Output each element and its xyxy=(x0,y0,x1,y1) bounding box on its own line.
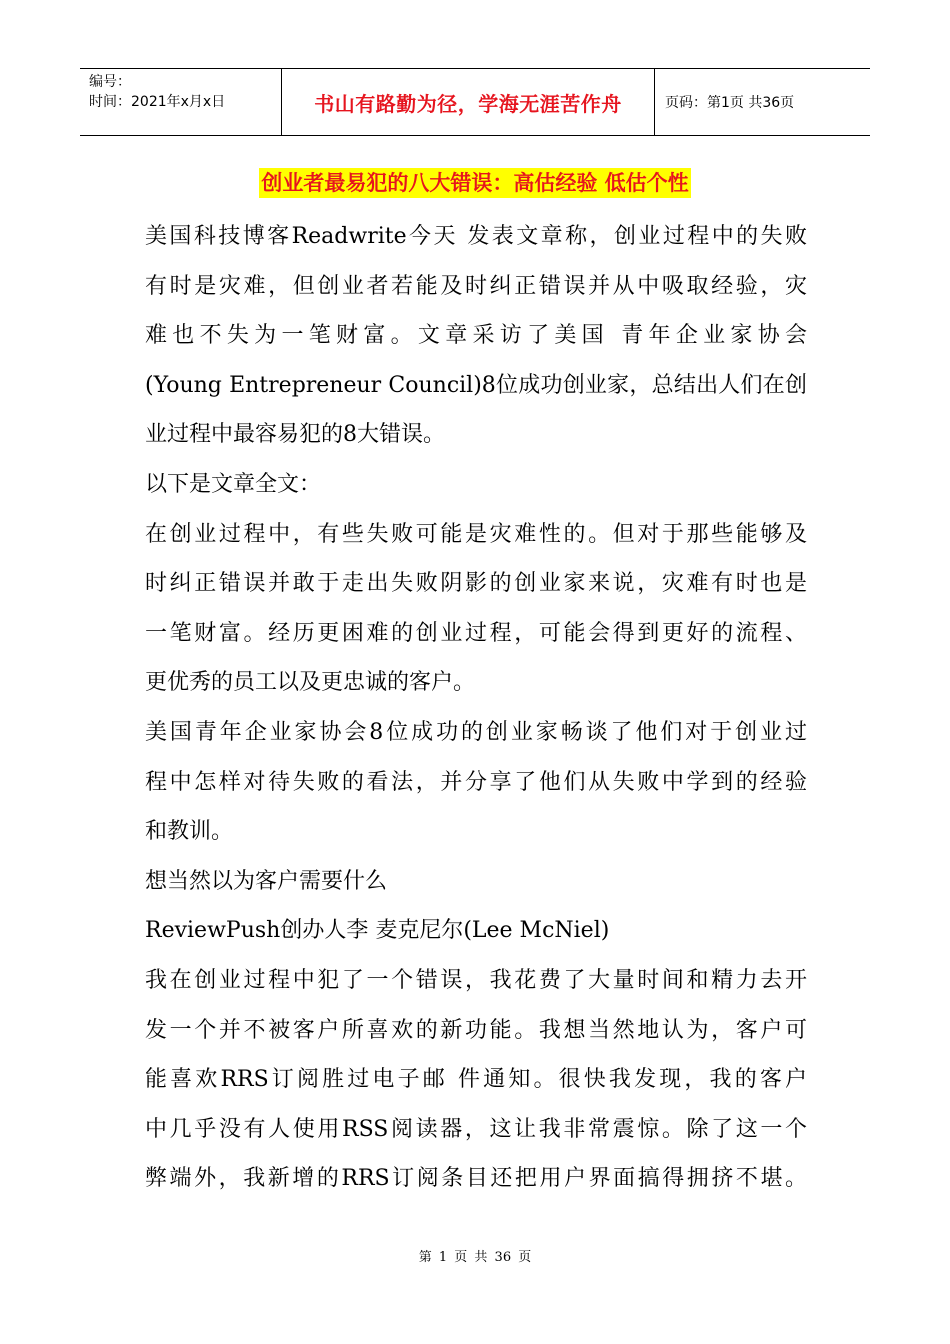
body-line: 一笔财富。经历更困难的创业过程，可能会得到更好的流程、 xyxy=(145,620,807,646)
header-motto-cell xyxy=(282,69,655,135)
body-line: 中几乎没有人使用RSS阅读器，这让我非常震惊。除了这一个 xyxy=(145,1116,807,1142)
page-footer: 第 1 页 共 36 页 xyxy=(418,1250,532,1265)
document-header xyxy=(80,68,870,136)
header-page-cell xyxy=(655,69,870,135)
body-line: 我在创业过程中犯了一个错误，我花费了大量时间和精力去开 xyxy=(145,967,807,993)
body-line: 以下是文章全文： xyxy=(145,471,322,497)
body-line: 业过程中最容易犯的8大错误。 xyxy=(145,422,445,448)
header-motto: 书山有路勤为径，学海无涯苦作舟 xyxy=(314,91,622,116)
header-page-info: 页码：第1页 共36页 xyxy=(665,95,795,111)
person-attribution: ReviewPush创办人李 麦克尼尔(Lee McNiel) xyxy=(145,918,610,944)
document-number-label: 编号： xyxy=(89,74,131,90)
body-line: 难也不失为一笔财富。文章采访了美国 青年企业家协会 xyxy=(145,323,807,349)
body-line: 在创业过程中，有些失败可能是灾难性的。但对于那些能够及 xyxy=(145,521,807,547)
body-line: 发一个并不被客户所喜欢的新功能。我想当然地认为，客户可 xyxy=(145,1017,807,1043)
body-line: 有时是灾难，但创业者若能及时纠正错误并从中吸取经验，灾 xyxy=(145,273,807,299)
article-title-container xyxy=(0,168,950,198)
header-meta-cell xyxy=(80,69,282,135)
body-line: (Young Entrepreneur Council)8位成功创业家，总结出人们在创 xyxy=(145,372,807,398)
document-date: 时间：2021年x月x日 xyxy=(89,94,226,110)
body-line: 美国青年企业家协会8位成功的创业家畅谈了他们对于创业过 xyxy=(145,719,807,745)
body-line: 弊端外，我新增的RRS订阅条目还把用户界面搞得拥挤不堪。 xyxy=(145,1166,807,1192)
body-line: 程中怎样对待失败的看法，并分享了他们从失败中学到的经验 xyxy=(145,769,807,795)
body-line: 能喜欢RRS订阅胜过电子邮 件通知。很快我发现，我的客户 xyxy=(145,1067,807,1093)
body-line: 更优秀的员工以及更忠诚的客户。 xyxy=(145,670,476,696)
body-line: 和教训。 xyxy=(145,819,234,845)
article-title: 创业者最易犯的八大错误：高估经验 低估个性 xyxy=(259,168,690,198)
body-line: 时纠正错误并敢于走出失败阴影的创业家来说，灾难有时也是 xyxy=(145,571,807,597)
body-line: 美国科技博客Readwrite今天 发表文章称，创业过程中的失败 xyxy=(145,224,807,249)
section-heading: 想当然以为客户需要什么 xyxy=(145,868,388,894)
article-body xyxy=(145,212,807,1204)
